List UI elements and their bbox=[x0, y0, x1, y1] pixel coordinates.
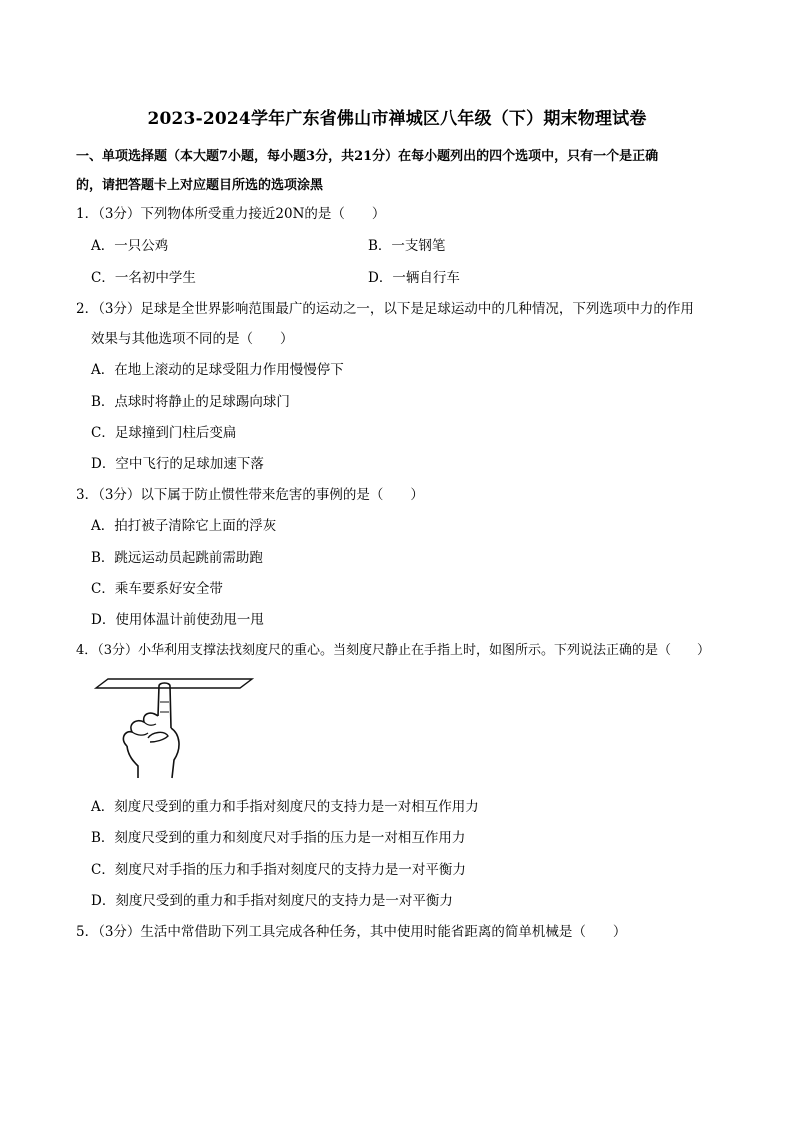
index-finger-outline bbox=[159, 683, 171, 728]
question-1-option-a: A．一只公鸡 bbox=[91, 238, 169, 254]
question-4-option-c: C．刻度尺对手指的压力和手指对刻度尺的支持力是一对平衡力 bbox=[91, 862, 466, 878]
question-3-option-a: A．拍打被子清除它上面的浮灰 bbox=[91, 518, 277, 534]
question-4-option-a: A．刻度尺受到的重力和手指对刻度尺的支持力是一对相互作用力 bbox=[91, 799, 479, 815]
question-1-option-d: D．一辆自行车 bbox=[368, 270, 460, 286]
question-3-stem: 3．（3分）以下属于防止惯性带来危害的事例的是（ ） bbox=[76, 487, 424, 503]
question-4-option-d: D．刻度尺受到的重力和手指对刻度尺的支持力是一对平衡力 bbox=[91, 893, 453, 909]
page-title: 2023-2024学年广东省佛山市禅城区八年级（下）期末物理试卷 bbox=[147, 109, 647, 129]
question-1-option-b: B．一支钢笔 bbox=[368, 238, 446, 254]
question-3-option-b: B．跳远运动员起跳前需助跑 bbox=[91, 550, 263, 566]
question-2-option-c: C．足球撞到门柱后变扁 bbox=[91, 425, 237, 441]
thumb-outline bbox=[148, 732, 168, 742]
question-4-stem: 4．（3分）小华利用支撑法找刻度尺的重心。当刻度尺静止在手指上时，如图所示。下列说法正确的是（ ） bbox=[76, 643, 711, 658]
ruler-on-finger-figure bbox=[94, 676, 254, 782]
question-1-option-c: C．一名初中学生 bbox=[91, 270, 196, 286]
question-2-option-a: A．在地上滚动的足球受阻力作用慢慢停下 bbox=[91, 362, 344, 378]
question-3-option-d: D．使用体温计前使劲甩一甩 bbox=[91, 612, 264, 628]
section-heading bbox=[76, 142, 721, 200]
question-2-option-b: B．点球时将静止的足球踢向球门 bbox=[91, 394, 290, 410]
section-heading-line-1: 一、单项选择题（本大题7小题，每小题3分，共21分）在每小题列出的四个选项中，只有一个是正确 bbox=[76, 149, 659, 164]
question-4-option-b: B．刻度尺受到的重力和刻度尺对手指的压力是一对相互作用力 bbox=[91, 830, 466, 846]
question-3-option-c: C．乘车要系好安全带 bbox=[91, 581, 223, 597]
folded-fingers-outline bbox=[123, 713, 158, 746]
ruler-shape bbox=[96, 679, 252, 688]
question-2-stem-line-1: 2．（3分）足球是全世界影响范围最广的运动之一，以下是足球运动中的几种情况，下列选项中力的作用 bbox=[76, 301, 694, 317]
question-5-stem: 5．（3分）生活中常借助下列工具完成各种任务，其中使用时能省距离的简单机械是（ ） bbox=[76, 924, 627, 940]
section-heading-line-2: 的，请把答题卡上对应题目所选的选项涂黑 bbox=[76, 178, 324, 193]
question-2-option-d: D．空中飞行的足球加速下落 bbox=[91, 456, 264, 472]
question-2-stem-line-2: 效果与其他选项不同的是（ ） bbox=[91, 331, 294, 347]
question-1-stem: 1．（3分）下列物体所受重力接近20N的是（ ） bbox=[76, 206, 386, 222]
